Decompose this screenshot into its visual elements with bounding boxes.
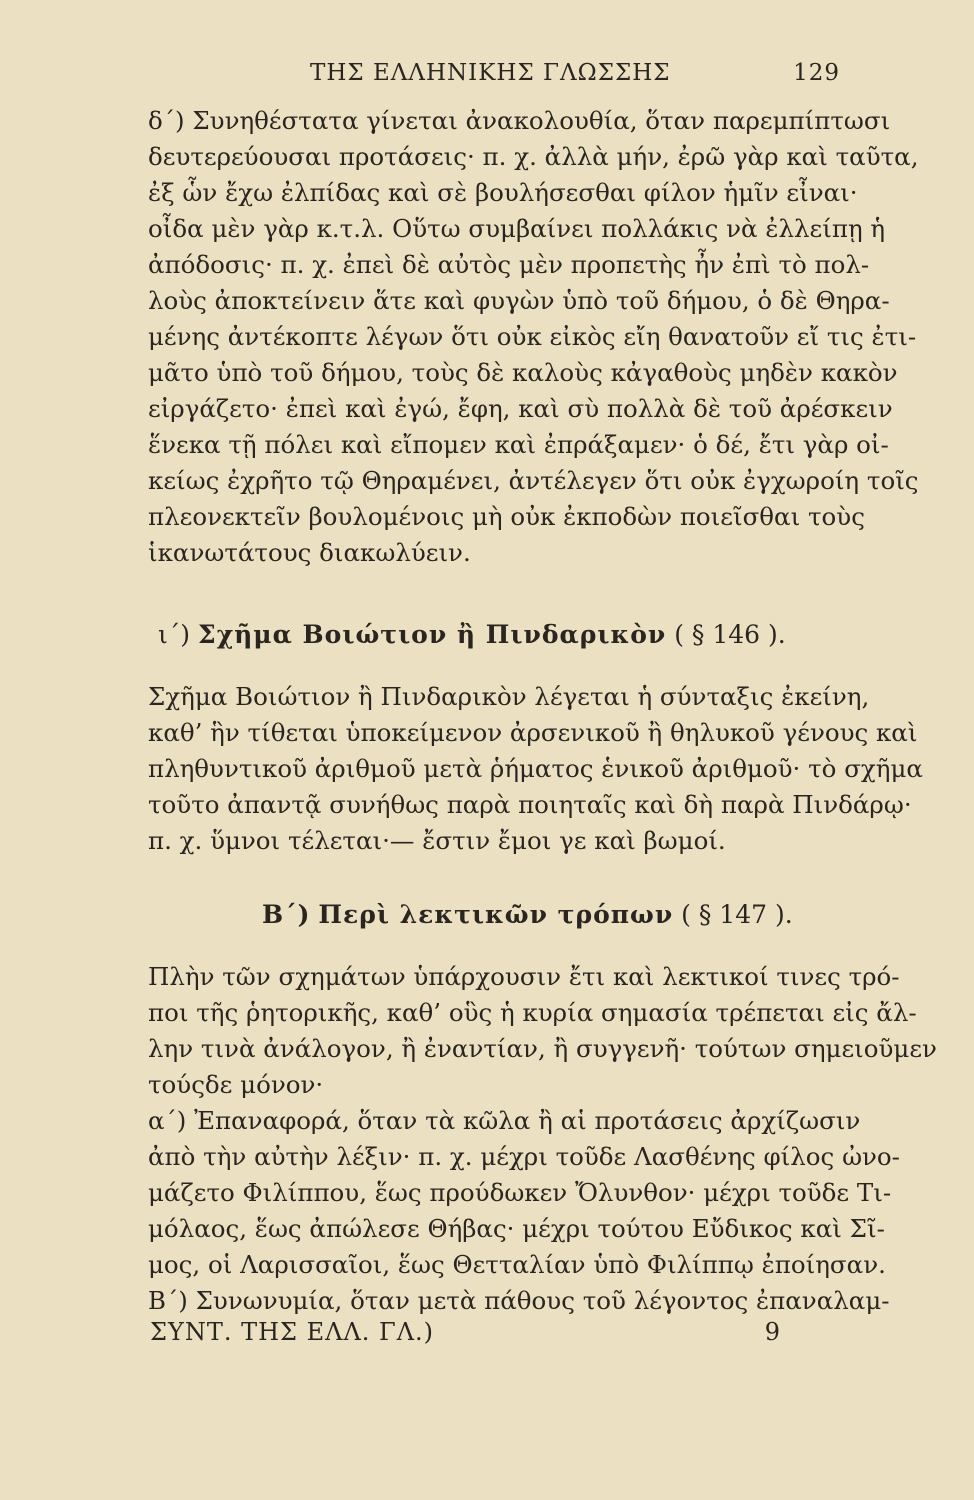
text-line: μος, οἱ Λαρισσαῖοι, ἕως Θετταλίαν ὑπὸ Φιλίππῳ ἐποίησαν. (148, 1250, 886, 1279)
text-line: λην τινὰ ἀνάλογον, ἢ ἐναντίαν, ἢ συγγενῆ· τούτων σημειοῦμεν (148, 1034, 937, 1063)
text-line: Σχῆμα Βοιώτιον ἢ Πινδαρικὸν λέγεται ἡ σύνταξις ἐκείνη, (148, 682, 870, 711)
heading-reference: ( § 147 ). (681, 900, 793, 929)
text-line: τούςδε μόνον· (148, 1070, 324, 1099)
section-heading-tropes (262, 900, 793, 929)
heading-title: Περὶ λεκτικῶν τρόπων (318, 900, 674, 929)
section-heading-boeotian (158, 620, 786, 649)
text-line: μένης ἀντέκοπτε λέγων ὅτι οὐκ εἰκὸς εἴη θανατοῦν εἴ τις ἐτι- (148, 322, 917, 351)
text-line: ἐξ ὧν ἔχω ἐλπίδας καὶ σὲ βουλήσεσθαι φίλον ἡμῖν εἶναι· (148, 178, 858, 207)
text-line: πλεονεκτεῖν βουλομένοις μὴ οὐκ ἐκποδὼν ποιεῖσθαι τοὺς (148, 502, 865, 531)
text-line: κείως ἐχρῆτο τῷ Θηραμένει, ἀντέλεγεν ὅτι οὐκ ἐγχωροίη τοῖς (148, 466, 919, 495)
text-line: π. χ. ὕμνοι τέλεται·— ἔστιν ἔμοι γε καὶ βωμοί. (148, 826, 726, 855)
heading-number: ι΄) (158, 620, 191, 649)
text-line: ἕνεκα τῇ πόλει καὶ εἴπομεν καὶ ἐπράξαμεν· ὁ δέ, ἔτι γὰρ οἰ- (148, 430, 889, 459)
text-line: πληθυντικοῦ ἀριθμοῦ μετὰ ῥήματος ἑνικοῦ ἀριθμοῦ· τὸ σχῆμα (148, 754, 923, 783)
text-line: μόλαος, ἕως ἀπώλεσε Θήβας· μέχρι τούτου Εὔδικος καὶ Σῖ- (148, 1214, 885, 1243)
heading-reference: ( § 146 ). (674, 620, 786, 649)
text-line: ἀπὸ τὴν αὐτὴν λέξιν· π. χ. μέχρι τοῦδε Λασθένης φίλος ὠνο- (148, 1142, 900, 1171)
text-line: ἱκανωτάτους διακωλύειν. (148, 538, 471, 567)
text-line: εἰργάζετο· ἐπεὶ καὶ ἐγώ, ἔφη, καὶ σὺ πολλὰ δὲ τοῦ ἀρέσκειν (148, 394, 893, 423)
text-line: Πλὴν τῶν σχημάτων ὑπάρχουσιν ἔτι καὶ λεκτικοί τινες τρό- (148, 962, 900, 991)
text-line: α΄) Ἐπαναφορά, ὅταν τὰ κῶλα ἢ αἱ προτάσεις ἀρχίζωσιν (148, 1106, 861, 1135)
text-line: τοῦτο ἀπαντᾷ συνήθως παρὰ ποιηταῖς καὶ δὴ παρὰ Πινδάρῳ· (148, 790, 912, 819)
text-line: Β΄) Συνωνυμία, ὅταν μετὰ πάθους τοῦ λέγοντος ἐπαναλαμ- (148, 1286, 890, 1315)
text-line: μᾶτο ὑπὸ τοῦ δήμου, τοὺς δὲ καλοὺς κἀγαθοὺς μηδὲν κακὸν (148, 358, 898, 387)
page-footer (150, 1318, 780, 1352)
text-line: δ΄) Συνηθέστατα γίνεται ἀνακολουθία, ὅταν παρεμπίπτωσι (148, 106, 891, 135)
heading-number: Β΄) (262, 900, 311, 929)
running-header (310, 60, 840, 94)
signature-mark: ΣΥΝΤ. ΤΗΣ ΕΛΛ. ΓΛ.) (150, 1318, 435, 1346)
running-title: ΤΗΣ ΕΛΛΗΝΙΚΗΣ ΓΛΩΣΣΗΣ (310, 60, 671, 86)
text-line: ποι τῆς ῥητορικῆς, καθ’ οὓς ἡ κυρία σημασία τρέπεται εἰς ἄλ- (148, 998, 917, 1027)
text-line: καθ’ ἣν τίθεται ὑποκείμενον ἀρσενικοῦ ἢ θηλυκοῦ γένους καὶ (148, 718, 918, 747)
text-line: δευτερεύουσαι προτάσεις· π. χ. ἀλλὰ μήν, ἐρῶ γὰρ καὶ ταῦτα, (148, 142, 919, 171)
heading-title: Σχῆμα Βοιώτιον ἢ Πινδαρικὸν (198, 620, 667, 649)
sheet-number: 9 (764, 1318, 780, 1346)
text-line: μάζετο Φιλίππου, ἕως προύδωκεν Ὄλυνθον· μέχρι τοῦδε Τι- (148, 1178, 892, 1207)
text-line: λοὺς ἀποκτείνειν ἅτε καὶ φυγὼν ὑπὸ τοῦ δήμου, ὁ δὲ Θηρα- (148, 286, 890, 315)
text-line: οἶδα μὲν γὰρ κ.τ.λ. Οὕτω συμβαίνει πολλάκις νὰ ἐλλείπῃ ἡ (148, 214, 886, 243)
text-line: ἀπόδοσις· π. χ. ἐπεὶ δὲ αὐτὸς μὲν προπετὴς ἦν ἐπὶ τὸ πολ- (148, 250, 870, 279)
page-number: 129 (793, 60, 840, 86)
